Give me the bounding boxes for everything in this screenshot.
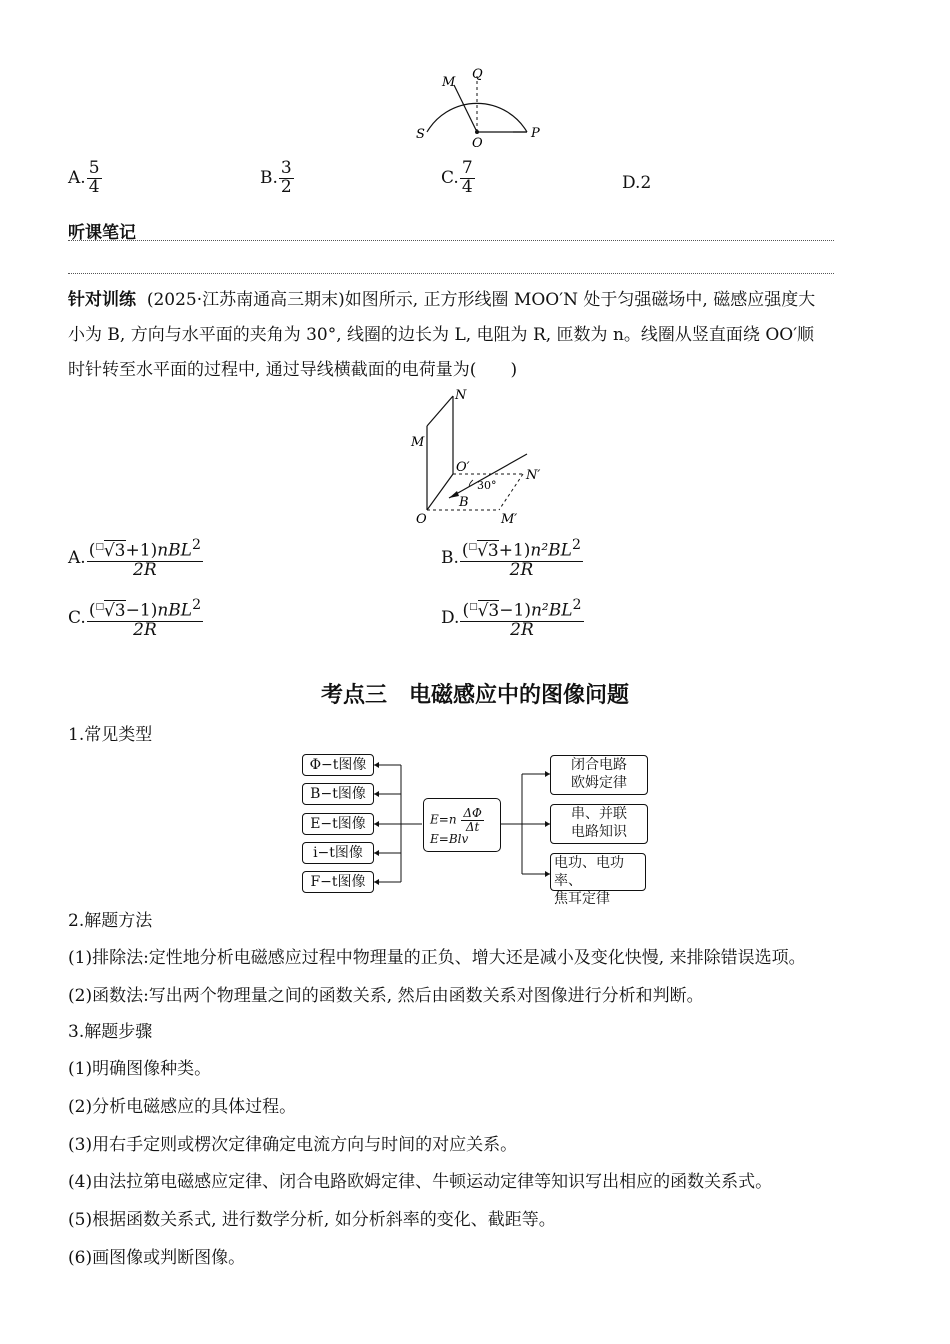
step-1: (1)明确图像种类。 <box>68 1059 212 1079</box>
label-P: P <box>531 126 540 141</box>
training-label: 针对训练 <box>68 290 136 310</box>
svg-text:N: N <box>455 388 467 403</box>
svg-text:M: M <box>411 435 425 450</box>
q1-option-d: D.2 <box>622 173 652 193</box>
item1-heading: 1.常见类型 <box>68 725 153 745</box>
semicircle-figure <box>410 62 550 150</box>
svg-text:M′: M′ <box>501 512 518 527</box>
center-formula-box: E=n $\frac{\Delta\Phi}{\Delta t}$ E=Blv <box>423 798 501 852</box>
step-5: (5)根据函数关系式, 进行数学分析, 如分析斜率的变化、截距等。 <box>68 1210 556 1230</box>
svg-text:O: O <box>416 512 427 527</box>
q1-option-a: A. $\frac{5}{4}$ <box>68 158 100 197</box>
q2-option-d: D. $\frac{(^□√3-1)n^2BL^2}{2R}$ <box>441 597 582 640</box>
method-2: (2)函数法:写出两个物理量之间的函数关系, 然后由函数关系对图像进行分析和判断。 <box>68 986 704 1006</box>
box-ohm-law: 闭合电路 欧姆定律 <box>550 755 648 795</box>
label-O: O <box>472 136 483 150</box>
box-b-t: B−t图像 <box>302 783 374 805</box>
step-4: (4)由法拉第电磁感应定律、闭合电路欧姆定律、牛顿运动定律等知识写出相应的函数关系式。 <box>68 1172 773 1192</box>
training-line-1: 针对训练 (2025·江苏南通高三期末)如图所示, 正方形线圈 MOO′N 处于匀强磁场中, 磁感应强度大 <box>68 290 816 310</box>
item2-heading: 2.解题方法 <box>68 911 153 931</box>
training-source: (2025·江苏南通高三期末) <box>146 290 345 310</box>
label-Q: Q <box>472 67 483 82</box>
q1-option-b: B. $\frac{3}{2}$ <box>260 158 292 197</box>
box-e-t: E−t图像 <box>302 813 374 835</box>
notes-line-1 <box>68 240 834 241</box>
step-3: (3)用右手定则或楞次定律确定电流方向与时间的对应关系。 <box>68 1135 518 1155</box>
step-6: (6)画图像或判断图像。 <box>68 1248 246 1268</box>
coil-figure <box>405 388 555 528</box>
label-S: S <box>416 127 425 142</box>
notes-line-2 <box>68 273 834 274</box>
box-circuit: 串、并联 电路知识 <box>550 804 648 844</box>
section-title: 考点三 电磁感应中的图像问题 <box>320 683 629 708</box>
svg-text:O′: O′ <box>456 460 470 475</box>
q1-option-c: C. $\frac{7}{4}$ <box>441 158 473 197</box>
q2-option-b: B. $\frac{(^□√3+1)n^2BL^2}{2R}$ <box>441 537 581 580</box>
label-M: M <box>442 75 456 90</box>
types-diagram <box>300 752 652 907</box>
box-power: 电功、电功率、 焦耳定律 <box>550 853 646 891</box>
box-phi-t: Φ−t图像 <box>302 754 374 776</box>
svg-text:N′: N′ <box>526 468 541 483</box>
training-line-2: 小为 B, 方向与水平面的夹角为 30°, 线圈的边长为 L, 电阻为 R, 匝数为 n。线圈从竖直面绕 OO′顺 <box>68 325 815 345</box>
step-2: (2)分析电磁感应的具体过程。 <box>68 1097 297 1117</box>
training-line-3: 时针转至水平面的过程中, 通过导线横截面的电荷量为( ) <box>68 360 518 380</box>
box-f-t: F−t图像 <box>302 871 374 893</box>
svg-text:30°: 30° <box>477 479 497 492</box>
box-i-t: i−t图像 <box>302 842 374 864</box>
notes-label: 听课笔记 <box>68 223 136 243</box>
method-1: (1)排除法:定性地分析电磁感应过程中物理量的正负、增大还是减小及变化快慢, 来排除错误选项。 <box>68 948 806 968</box>
svg-text:B: B <box>459 495 469 510</box>
item3-heading: 3.解题步骤 <box>68 1022 153 1042</box>
q2-option-a: A. $\frac{(^□√3+1)nBL^2}{2R}$ <box>68 537 201 580</box>
q2-option-c: C. $\frac{(^□√3-1)nBL^2}{2R}$ <box>68 597 202 640</box>
